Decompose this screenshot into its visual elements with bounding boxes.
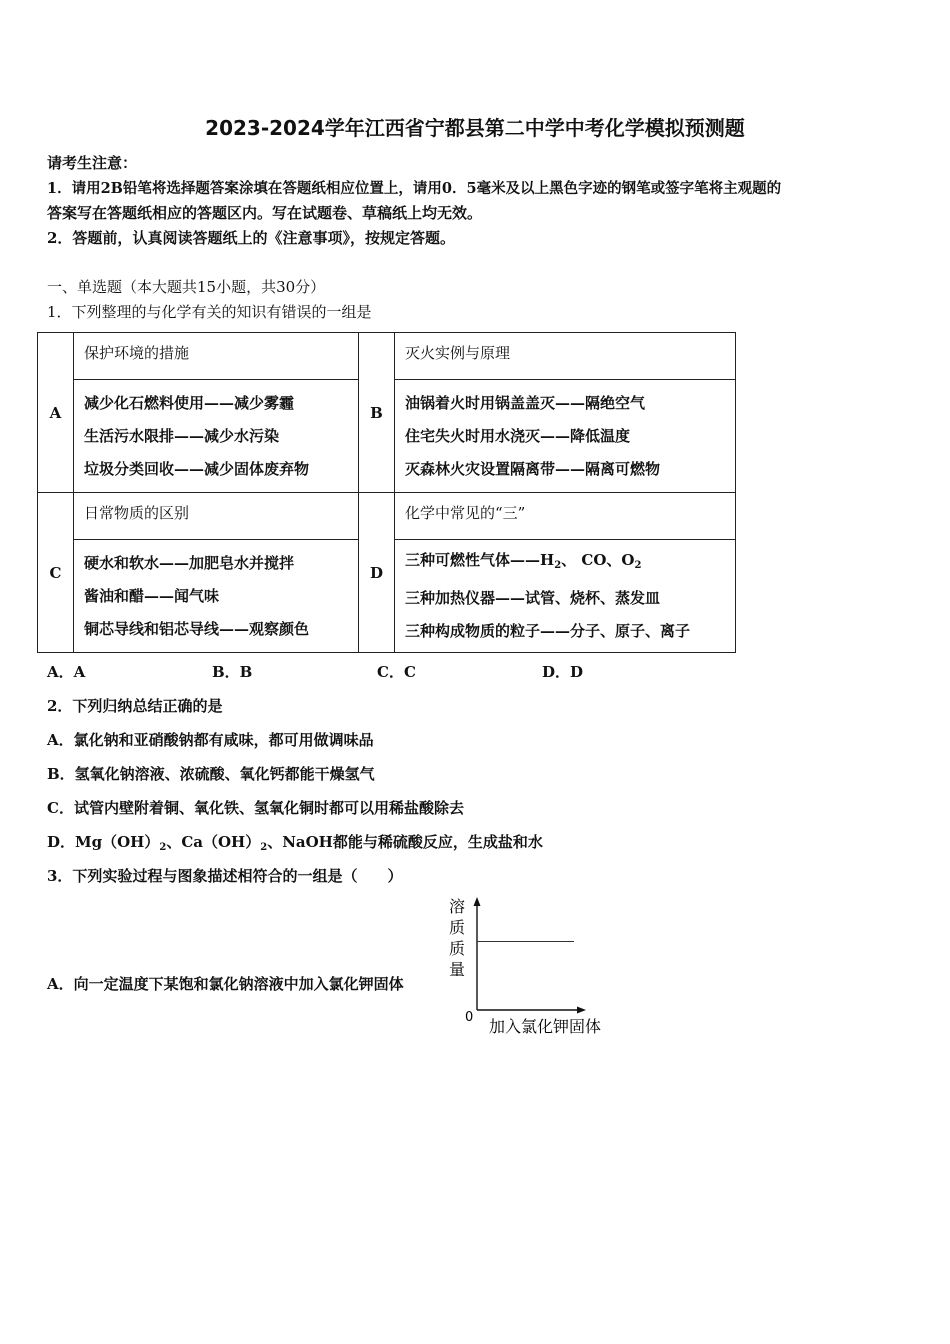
list-item: 垃圾分类回收——减少固体废弃物 [84, 459, 310, 478]
x-axis-label: 加入氯化钾固体 [489, 1017, 602, 1036]
list-item: 减少化石燃料使用——减少雾霾 [84, 393, 295, 412]
y-axis-label-char: 溶 [449, 897, 466, 916]
list-item: 三种加热仪器——试管、烧杯、蒸发皿 [405, 589, 661, 607]
notice-heading: 请考生注意： [47, 154, 138, 172]
y-axis-label-char: 量 [449, 960, 466, 979]
cell-a-heading: 保护环境的措施 [74, 333, 359, 380]
cell-d-heading: 化学中常见的“三” [395, 493, 736, 540]
list-item: 铜芯导线和铝芯导线——观察颜色 [84, 619, 310, 638]
q2-option-d[interactable]: D．$Mg(OH)_2$、$Ca(OH)_2$、NaOH都能与稀硫酸反应，生成盐和水 [47, 833, 543, 853]
y-axis-label-char: 质 [449, 939, 466, 958]
q3-stem: 3．下列实验过程与图象描述相符合的一组是（ ） [47, 867, 403, 885]
list-item: 生活污水限排——减少水污染 [84, 426, 280, 445]
y-axis-label-char: 质 [449, 918, 466, 937]
list-item: 油锅着火时用锅盖盖灭——隔绝空气 [405, 393, 646, 412]
q1-stem: 1．下列整理的与化学有关的知识有错误的一组是 [47, 303, 372, 321]
q1-options [47, 661, 707, 682]
q2-stem: 2．下列归纳总结正确的是 [47, 697, 223, 715]
origin-label: 0 [465, 1010, 474, 1025]
cell-a-body [74, 380, 359, 493]
list-item: 三种构成物质的粒子——分子、原子、离子 [405, 622, 691, 640]
row-label-b: B [359, 333, 395, 493]
cell-b-body [395, 380, 736, 493]
q2-option-b[interactable]: B．氢氧化钠溶液、浓硫酸、氧化钙都能干燥氢气 [47, 765, 375, 783]
section-heading: 一、单选题（本大题共15小题，共30分） [47, 278, 326, 296]
q3-option-a[interactable]: A．向一定温度下某饱和氯化钠溶液中加入氯化钾固体 [47, 975, 404, 993]
q1-option-b[interactable]: B．B [212, 663, 253, 681]
solute-mass-chart [445, 893, 625, 1038]
cell-c-body [74, 540, 359, 653]
q1-option-d[interactable]: D．D [542, 663, 584, 681]
notice-line-1b: 答案写在答题纸相应的答题区内。写在试题卷、草稿纸上均无效。 [47, 204, 483, 222]
notice-line-2: 2．答题前，认真阅读答题纸上的《注意事项》，按规定答题。 [47, 229, 455, 247]
page-title: 2023-2024学年江西省宁都县第二中学中考化学模拟预测题 [205, 116, 745, 140]
list-item: 住宅失火时用水浇灭——降低温度 [405, 426, 631, 445]
notice-line-1a: 1．请用2B铅笔将选择题答案涂填在答题纸相应位置上，请用0．5毫米及以上黑色字迹的钢笔或签字笔将主观题的 [47, 180, 782, 197]
row-label-d: D [359, 493, 395, 653]
q2-option-c[interactable]: C．试管内壁附着铜、氧化铁、氢氧化铜时都可以用稀盐酸除去 [47, 799, 464, 817]
cell-d-body [395, 540, 736, 653]
q1-option-c[interactable]: C．C [377, 663, 416, 681]
row-label-a: A [38, 333, 74, 493]
q1-knowledge-table [37, 332, 736, 653]
x-axis-arrow [577, 1007, 586, 1014]
cell-b-heading: 灭火实例与原理 [395, 333, 736, 380]
row-label-c: C [38, 493, 74, 653]
list-item: 硬水和软水——加肥皂水并搅拌 [84, 553, 295, 572]
q1-option-a[interactable]: A．A [47, 663, 86, 681]
list-item: 三种可燃性气体$——H_2$、 CO、$O_2$ [405, 551, 642, 571]
q2-option-a[interactable]: A．氯化钠和亚硝酸钠都有咸味，都可用做调味品 [47, 731, 374, 749]
list-item: 酱油和醋——闻气味 [84, 586, 220, 605]
list-item: 灭森林火灾设置隔离带——隔离可燃物 [405, 459, 661, 478]
cell-c-heading: 日常物质的区别 [74, 493, 359, 540]
y-axis-arrow [474, 897, 481, 906]
